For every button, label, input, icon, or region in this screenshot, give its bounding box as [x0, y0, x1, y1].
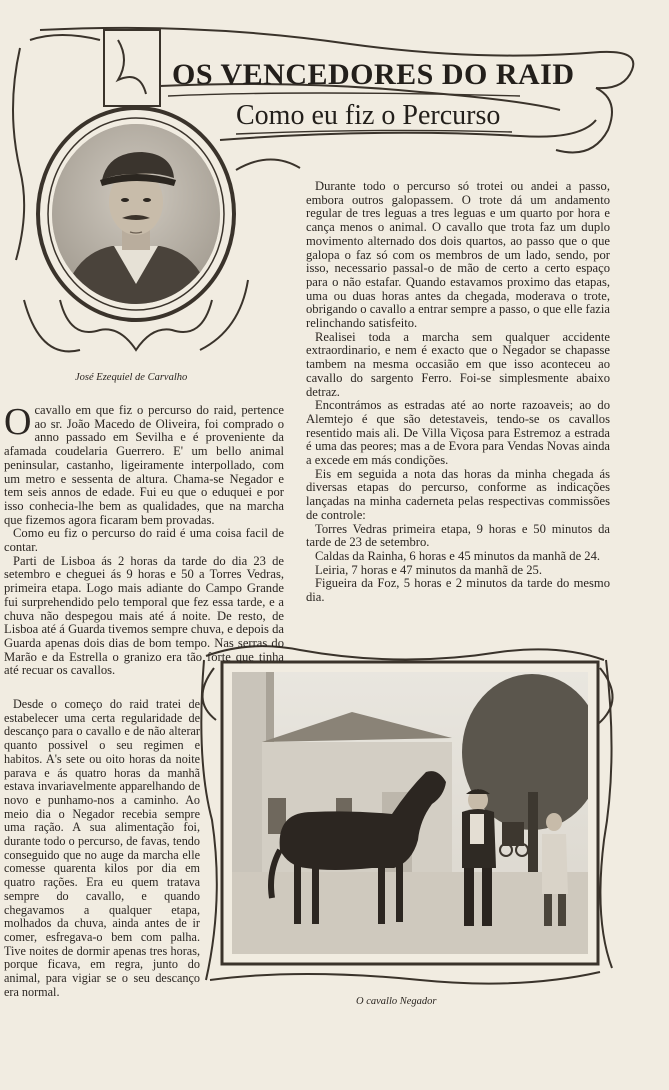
- article-left-column-lower: [4, 698, 200, 999]
- horse-photo: [232, 672, 588, 954]
- paragraph-text: cavallo em que fiz o percurso do raid, pertence ao sr. João Macedo de Oliveira, foi comprado o anno passado em Sevilha e é proveniente da afamada coudelaria Guerrero. E' um bello animal peninsular, castanho, ligeiramente interpollado, com um metro e sessenta de altura. Chama-se Negador e tem seis annos de edade. Fui eu que o eduquei e por isso conhecia-lhe bem as qualidades, que na marcha que fizemos agora ficaram bem provadas.: [4, 403, 284, 527]
- portrait-photo: [52, 124, 220, 304]
- paragraph: Durante todo o percurso só trotei ou andei a passo, embora outros galopassem. O trote dá um andamento regular de tres leguas a tres leguas e um quarto por hora e cança menos o animal. O cavallo que trota faz um duplo movimento alternado dos dois quartos, ao passo que o que galopa o faz só com os membros de um lado, sendo, por isso, necessario passal-o de mão de certo a certo espaço para o não estafar. Quando estavamos proximo das etapas, uma ou duas horas antes da chegada, moderava o trote, obrigando o cavallo a entrar sempre a passo, o que elle fazia relinchando satisfeito.: [306, 179, 610, 331]
- horse-photo-caption: O cavallo Negador: [356, 996, 437, 1007]
- paragraph: Eis em seguida a nota das horas da minha chegada ás diversas etapas do percurso, conforme as indicações lançadas na minha caderneta pelas respectivas commissões de controle:: [306, 466, 610, 522]
- paragraph: Como eu fiz o percurso do raid é uma coisa facil de contar.: [4, 526, 284, 555]
- stage-entry: Leiria, 7 horas e 47 minutos da manhã de 25.: [315, 562, 542, 577]
- article-left-column: [4, 401, 284, 678]
- paragraph: [4, 401, 284, 527]
- page-title: OS VENCEDORES DO RAID: [172, 58, 575, 91]
- paragraph: Encontrámos as estradas até ao norte razoaveis; ao do Alemtejo é que são detestaveis, tendo-se os cavallos resentido mais ali. De Villa Viçosa para Estremoz a estrada é uma das peores; mas a de Evora para Vendas Novas ainda a excede em más condições.: [306, 398, 610, 468]
- article-right-column: [306, 180, 610, 605]
- portrait-caption: José Ezequiel de Carvalho: [75, 372, 188, 383]
- stage-entry: Caldas da Rainha, 6 horas e 45 minutos da manhã de 24.: [315, 548, 601, 563]
- page-subtitle: Como eu fiz o Percurso: [236, 100, 501, 131]
- stage-entry: Figueira da Foz, 5 horas e 2 minutos da tarde do mesmo dia.: [306, 576, 610, 605]
- paragraph: Desde o começo do raid tratei de estabelecer uma certa regularidade de descanço para o cavallo e de não alterar quanto possivel o seu regimen e habitos. A's sete ou oito horas da noite parava e ás quatro horas da manhã estava invariavelmente apparelhando de novo e punhamo-nos a caminho. Ao meio dia o Negador recebia sempre uma ração. A sua alimentação foi, durante todo o percurso, de favas, tendo conseguido que no auge da marcha elle comesse quarenta kilos por dia em quatro rações. Era eu quem tratava sempre do cavallo, e quando chegavamos a qualquer etapa, molhados da chuva, ainda antes de ir comer, esfregava-o bem com palha. Tive noites de dormir apenas tres horas, porque ficava, em regra, junto do animal, para vigiar se o seu descanço era normal.: [4, 697, 200, 999]
- paragraph: Parti de Lisboa ás 2 horas da tarde do dia 23 de setembro e cheguei ás 9 horas e 50 a Torres Vedras, primeira etapa. Logo mais adiante do Campo Grande fui surprehendido pelo temporal que fez essa tarde, e a chuva não despegou mais até á noite. De resto, de Lisboa até á Guarda tivemos sempre chuva, e depois da Guarda apenas dois dias de bom tempo. Nas serras do Marão e da Estrella o granizo era tão forte que tinha até recuar os cavallos.: [4, 553, 284, 678]
- paragraph: Realisei toda a marcha sem qualquer accidente extraordinario, e nem é exacto que o Negador se chapasse tambem na mesma occasião em que isso aconteceu ao cavallo do sargento Ferro. Foi-se simplesmente abaixo detraz.: [306, 329, 610, 399]
- drop-cap: O: [4, 401, 32, 443]
- stage-entry: Torres Vedras primeira etapa, 9 horas e 50 minutos da tarde de 23 de setembro.: [306, 521, 610, 550]
